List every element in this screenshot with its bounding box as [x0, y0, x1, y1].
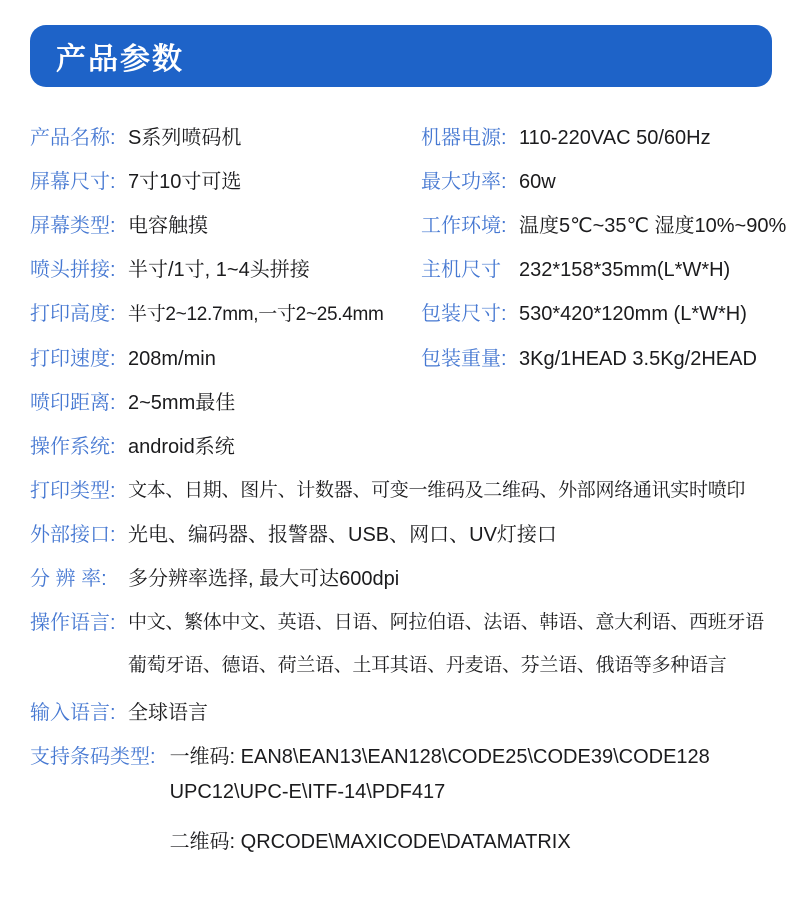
spec-row — [30, 436, 772, 458]
spec-label: 包装尺寸: — [421, 303, 507, 325]
spec-list — [30, 127, 787, 875]
spec-row — [30, 259, 772, 281]
spec-value: 温度5℃~35℃ 湿度10%~90% — [519, 215, 787, 237]
spec-cell — [30, 127, 421, 149]
spec-row-interfaces — [30, 524, 772, 546]
spec-label: 工作环境: — [421, 215, 507, 237]
spec-cell — [421, 348, 772, 370]
spec-label: 打印高度: — [30, 303, 116, 325]
spec-value: S系列喷码机 — [128, 127, 242, 149]
spec-value: 全球语言 — [128, 702, 208, 724]
spec-value — [170, 746, 710, 853]
section-header-banner — [30, 25, 772, 87]
spec-label: 打印类型: — [30, 480, 116, 502]
spec-cell — [421, 303, 772, 326]
spec-cell — [30, 215, 421, 237]
spec-row — [30, 127, 772, 149]
spec-value: android系统 — [128, 436, 235, 458]
barcode-2d-line: 二维码: QRCODE\MAXICODE\DATAMATRIX — [169, 831, 571, 853]
section-title: 产品参数 — [56, 43, 184, 76]
spec-row-barcodes — [30, 746, 772, 853]
spec-value: 半寸2~12.7mm,一寸2~25.4mm — [128, 304, 384, 325]
spec-label: 支持条码类型: — [30, 746, 156, 768]
spec-value: 232*158*35mm(L*W*H) — [519, 259, 731, 281]
spec-row — [30, 215, 787, 237]
spec-value: 电容触摸 — [128, 215, 208, 237]
spec-value: 3Kg/1HEAD 3.5Kg/2HEAD — [519, 348, 757, 370]
op-languages-line1: 中文、繁体中文、英语、日语、阿拉伯语、法语、韩语、意大利语、西班牙语 — [128, 612, 764, 633]
spec-label: 喷印距离: — [30, 392, 116, 414]
spec-label: 外部接口: — [30, 524, 116, 546]
spec-cell — [421, 171, 772, 193]
spec-label: 分 辨 率: — [30, 568, 107, 590]
spec-cell — [421, 215, 786, 237]
spec-label: 包装重量: — [421, 348, 507, 370]
spec-value: 60w — [519, 171, 556, 193]
spec-value: 7寸10寸可选 — [128, 171, 242, 193]
spec-label: 操作系统: — [30, 436, 116, 458]
spec-value: 208m/min — [128, 348, 216, 370]
spec-label: 最大功率: — [421, 171, 507, 193]
spec-cell — [421, 259, 772, 281]
spec-label: 输入语言: — [30, 702, 116, 724]
spec-cell — [30, 392, 421, 414]
spec-cell — [30, 436, 421, 458]
spec-value: 多分辨率选择, 最大可达600dpi — [128, 568, 400, 590]
spec-cell — [30, 171, 421, 193]
spec-value: 110-220VAC 50/60Hz — [519, 127, 711, 149]
spec-label: 屏幕尺寸: — [30, 171, 116, 193]
spec-row — [30, 392, 772, 414]
spec-label: 打印速度: — [30, 348, 116, 370]
spec-row — [30, 348, 772, 370]
barcode-1d-line1: 一维码: EAN8\EAN13\EAN128\CODE25\CODE39\CODE128 — [169, 746, 710, 768]
spec-label: 主机尺寸 — [421, 259, 501, 281]
spec-row-op-languages — [30, 612, 772, 677]
spec-label: 屏幕类型: — [30, 215, 116, 237]
spec-cell — [30, 348, 421, 370]
spec-row-input-language — [30, 702, 772, 724]
spec-cell — [30, 259, 421, 281]
spec-label: 喷头拼接: — [30, 259, 116, 281]
spec-cell — [421, 127, 772, 149]
spec-row-print-types — [30, 480, 772, 502]
spec-cell — [30, 303, 421, 326]
spec-row — [30, 303, 772, 326]
spec-value: 光电、编码器、报警器、USB、网口、UV灯接口 — [128, 524, 557, 546]
spec-value: 530*420*120mm (L*W*H) — [519, 303, 747, 325]
spec-value: 2~5mm最佳 — [128, 392, 236, 414]
spec-label: 操作语言: — [30, 612, 116, 634]
spec-value — [128, 612, 764, 677]
spec-label: 产品名称: — [30, 127, 116, 149]
spec-value: 半寸/1寸, 1~4头拼接 — [128, 259, 310, 281]
spec-row-resolution — [30, 568, 772, 590]
spec-value: 文本、日期、图片、计数器、可变一维码及二维码、外部网络通讯实时喷印 — [128, 480, 746, 501]
op-languages-line2: 葡萄牙语、德语、荷兰语、土耳其语、丹麦语、芬兰语、俄语等多种语言 — [128, 655, 727, 676]
spec-label: 机器电源: — [421, 127, 507, 149]
barcode-1d-line2: UPC12\UPC-E\ITF-14\PDF417 — [169, 781, 446, 803]
spec-row — [30, 171, 772, 193]
